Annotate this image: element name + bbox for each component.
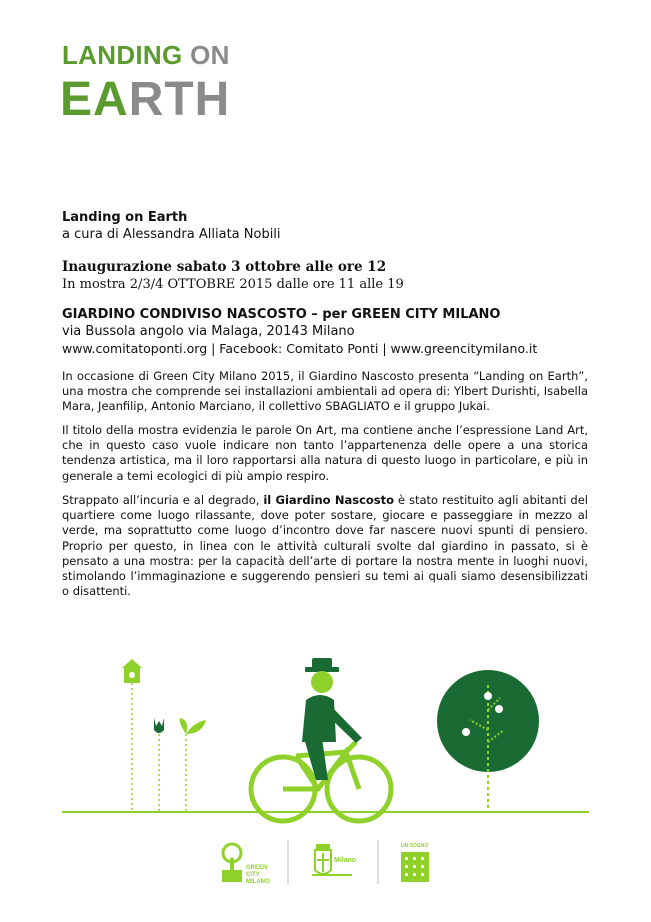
paragraph-1: In occasione di Green City Milano 2015, il Giardino Nascosto presenta “Landing on Earth”, una mostra che comprende sei installazioni ambientali ad opera di: Ylbert Durishti, Isabella Mara, Jeanfilip, Antonio Marciano, il collettivo SBAGLIATO e il gruppo Jukai. [62,369,588,414]
milano-coat-of-arms-logo [312,844,356,876]
green-city-text-1: GREEN [246,865,268,871]
green-city-milano-logo [222,844,270,885]
title-line-2 [60,74,230,126]
cyclist-figure [302,658,362,780]
curator-line: a cura di Alessandra Alliata Nobili [62,227,281,242]
opening-line: Inaugurazione sabato 3 ottobre alle ore 12 [62,259,387,275]
title-word-landing: LANDING [62,40,183,70]
partner-logos-row [0,836,651,892]
links-line: www.comitatoponti.org | Facebook: Comitato Ponti | www.greencitymilano.it [62,341,538,356]
paragraph-2: Il titolo della mostra evidenzia le parole On Art, ma contiene anche l’espressione Land Art, che in questo caso vuole indicare non tanto l’appartenenza delle opere a una storica tendenza artistica, ma il loro rapportarsi alla natura di questo luogo in particolare, e più in generale a temi ecologici di più ampio respiro. [62,423,588,483]
partner-square-logo [401,843,429,882]
milano-text: Milano [334,857,357,864]
birdhouse-icon [122,659,142,812]
green-city-text-3: MILANO [246,879,270,885]
paragraph-3: Strappato all’incuria e al degrado, il Giardino Nascosto è stato restituito agli abitanti del quartiere come luogo rilassante, dove poter sostare, giocare e passeggiare in mezzo al verde, ma soprattutto come luogo d’incontro dove far nascere nuovi spunti di pensiero. Proprio per questo, in linea con le attività culturali svolte dal giardino in passato, si è pensato a una mostra: per la capacità dell’arte di portare la nostra mente in luoghi nuovi, stimolando l’immaginazione e suggerendo pensieri su temi ai quali siamo desensibilizzati o disattenti. [62,493,588,599]
title-earth-green: EA [60,73,129,126]
exhibition-name: Landing on Earth [62,210,188,225]
address-line: via Bussola angolo via Malaga, 20143 Milano [62,324,355,339]
green-city-text-2: CITY [246,872,260,878]
garden-bicycle-illustration [0,630,651,830]
title-line-1 [62,41,230,69]
partner-logo-text: UN SOGNO [401,843,429,849]
tree-icon [437,670,539,812]
tulip-icon [154,718,164,812]
title-earth-grey: RTH [128,73,231,126]
venue-line: GIARDINO CONDIVISO NASCOSTO – per GREEN CITY MILANO [62,307,501,322]
title-word-on: ON [190,40,230,70]
dates-line: In mostra 2/3/4 OTTOBRE 2015 dalle ore 11 alle 19 [62,277,404,292]
sprout-icon [180,718,206,812]
giardino-nascosto-bold: il Giardino Nascosto [263,493,395,507]
